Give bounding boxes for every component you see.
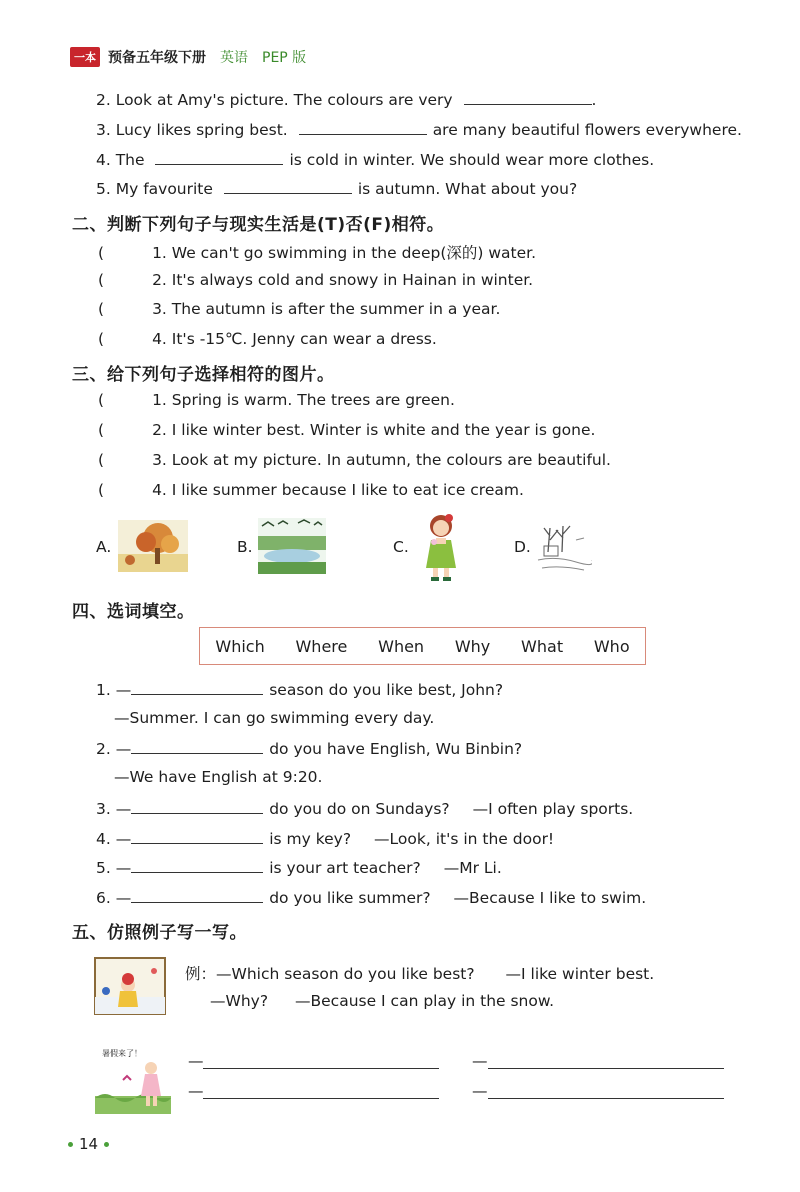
write-line[interactable] <box>488 1068 724 1069</box>
part2-item-4: ( 4. It's -15℃. Jenny can wear a dress. <box>98 330 437 348</box>
winter-snow-play-picture <box>94 957 166 1015</box>
autumn-tree-picture <box>118 520 188 572</box>
part2-item-3: ( 3. The autumn is after the summer in a year. <box>98 300 501 318</box>
spring-lake-picture <box>258 518 326 574</box>
page-header <box>70 47 306 67</box>
section-title-2: 二、判断下列句子与现实生活是(T)否(F)相符。 <box>72 215 445 235</box>
section-title-3: 三、给下列句子选择相符的图片。 <box>72 365 335 385</box>
write-dash-2: — <box>472 1052 488 1070</box>
part4-q3: 3. — do you do on Sundays? —I often play sports. <box>96 800 634 818</box>
part4-a2: —We have English at 9:20. <box>114 768 323 786</box>
section-title-4: 四、选词填空。 <box>72 602 195 622</box>
dot-icon <box>68 1142 73 1147</box>
part4-q2: 2. — do you have English, Wu Binbin? <box>96 740 523 758</box>
word-what: What <box>521 636 564 656</box>
answer-blank[interactable] <box>131 888 263 903</box>
word-when: When <box>378 636 425 656</box>
part4-q5: 5. — is your art teacher? —Mr Li. <box>96 859 502 877</box>
book-title: 预备五年级下册 <box>108 50 206 66</box>
word-why: Why <box>454 636 491 656</box>
option-label-b: B. <box>237 538 253 556</box>
part4-q1: 1. — season do you like best, John? <box>96 681 504 699</box>
answer-blank[interactable] <box>299 120 427 135</box>
answer-blank[interactable] <box>131 858 263 873</box>
edition-label: PEP 版 <box>262 50 307 66</box>
page-number: 14 <box>68 1135 109 1153</box>
word-which: Which <box>215 636 265 656</box>
write-dash-3: — <box>188 1082 204 1100</box>
picture-caption: 暑假来了！ <box>102 1049 142 1058</box>
subject-label: 英语 <box>220 50 248 66</box>
part3-item-3: ( 3. Look at my picture. In autumn, the colours are beautiful. <box>98 451 611 469</box>
part4-a1: —Summer. I can go swimming every day. <box>114 709 435 727</box>
word-bank <box>199 627 646 665</box>
example-line-2: —Why? —Because I can play in the snow. <box>210 992 555 1010</box>
write-line[interactable] <box>488 1098 724 1099</box>
write-dash-1: — <box>188 1052 204 1070</box>
part1-q3: 3. Lucy likes spring best. are many beautiful flowers everywhere. <box>96 121 742 139</box>
part4-q6: 6. — do you like summer? —Because I like to swim. <box>96 889 647 907</box>
part2-item-2: ( 2. It's always cold and snowy in Hainan in winter. <box>98 271 534 289</box>
part3-item-2: ( 2. I like winter best. Winter is white and the year is gone. <box>98 421 596 439</box>
answer-blank[interactable] <box>131 799 263 814</box>
answer-blank[interactable] <box>131 680 263 695</box>
word-where: Where <box>295 636 348 656</box>
write-dash-4: — <box>472 1082 488 1100</box>
part1-q2: 2. Look at Amy's picture. The colours are very . <box>96 91 597 109</box>
part1-q5: 5. My favourite is autumn. What about you? <box>96 180 578 198</box>
part1-q4: 4. The is cold in winter. We should wear more clothes. <box>96 151 655 169</box>
option-label-c: C. <box>393 538 409 556</box>
answer-blank[interactable] <box>131 739 263 754</box>
answer-blank[interactable] <box>155 150 283 165</box>
write-line[interactable] <box>203 1068 439 1069</box>
part3-item-1: ( 1. Spring is warm. The trees are green. <box>98 391 455 409</box>
section-title-5: 五、仿照例子写一写。 <box>72 923 247 943</box>
part4-q4: 4. — is my key? —Look, it's in the door! <box>96 830 555 848</box>
example-label: 例： <box>185 965 217 983</box>
example-line-1: 例：—Which season do you like best? —I like winter best. <box>185 965 655 983</box>
write-line[interactable] <box>203 1098 439 1099</box>
part3-item-4: ( 4. I like summer because I like to eat ice cream. <box>98 481 524 499</box>
option-label-a: A. <box>96 538 112 556</box>
answer-blank[interactable] <box>131 829 263 844</box>
answer-blank[interactable] <box>464 90 592 105</box>
word-who: Who <box>593 636 630 656</box>
winter-snow-picture <box>536 518 592 574</box>
brand-badge: 一本 <box>70 47 100 67</box>
part2-item-1: ( 1. We can't go swimming in the deep(深的) water. <box>98 244 537 262</box>
girl-icecream-picture <box>418 512 464 582</box>
option-label-d: D. <box>514 538 531 556</box>
answer-blank[interactable] <box>224 179 352 194</box>
dot-icon <box>104 1142 109 1147</box>
